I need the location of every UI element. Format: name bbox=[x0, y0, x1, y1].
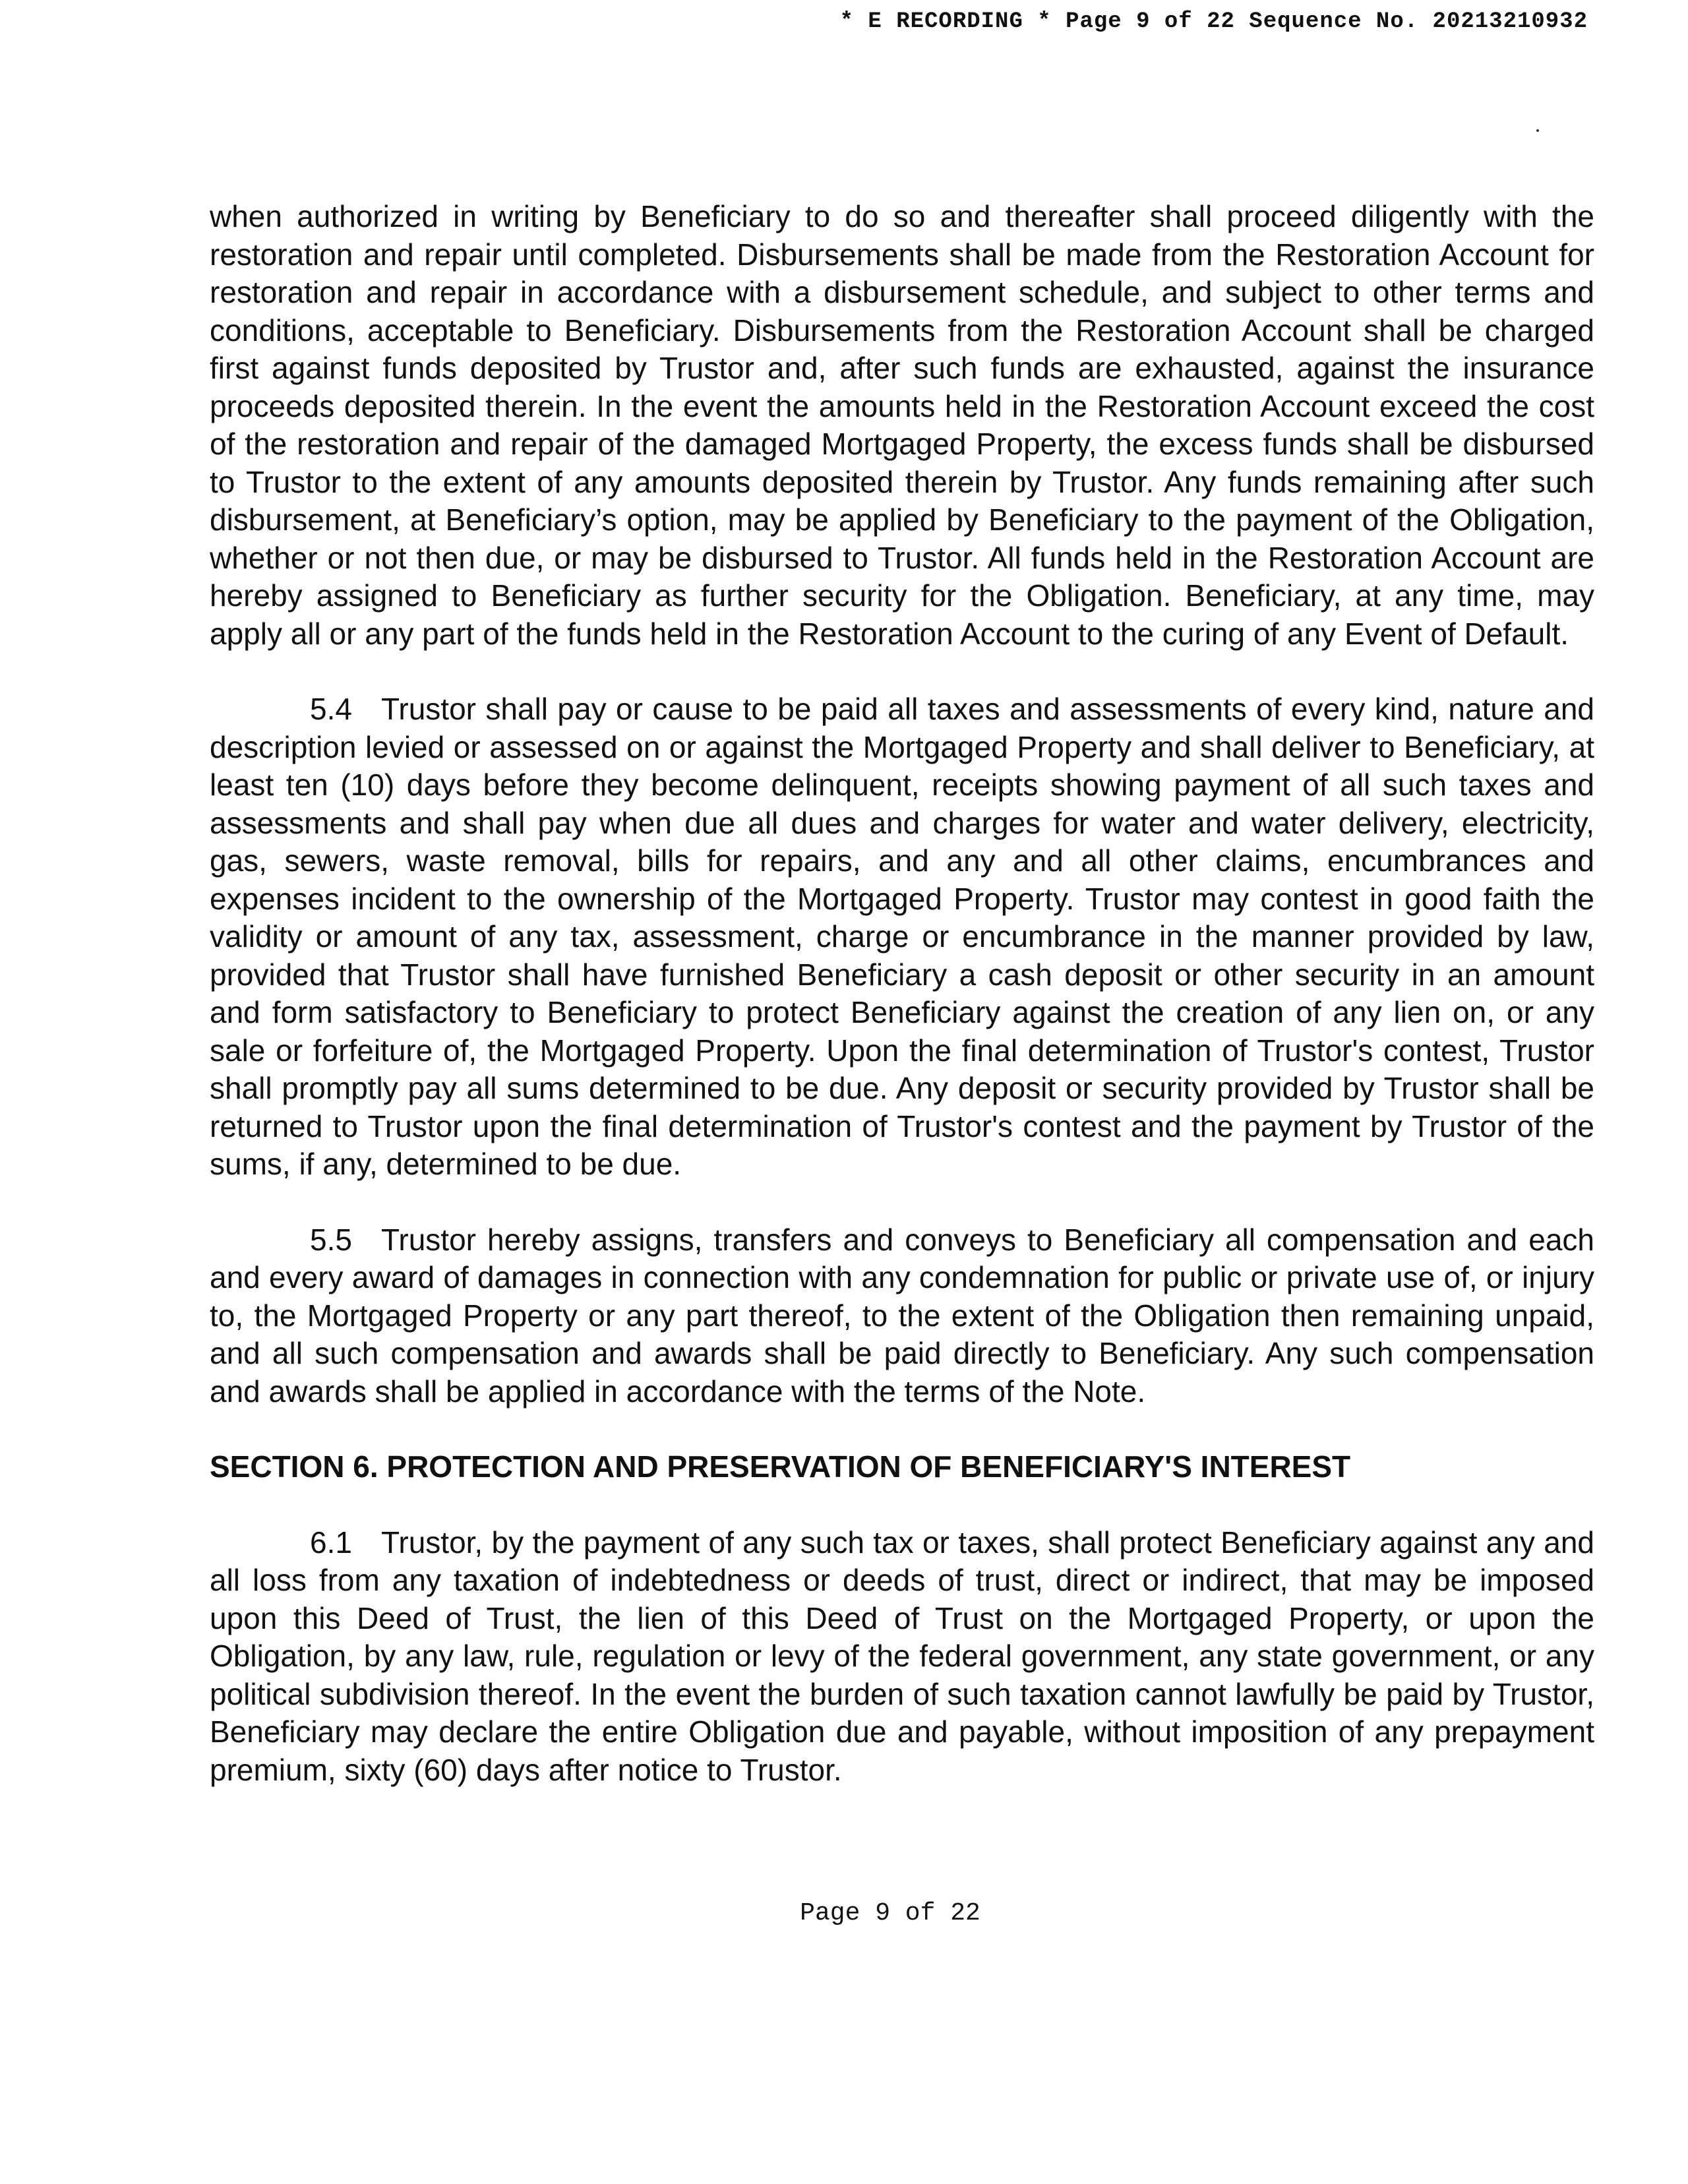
document-body bbox=[210, 198, 1594, 1827]
paragraph-text: Trustor shall pay or cause to be paid all taxes and assessments of every kind, nature and description levied or assessed on or against the Mortgaged Property and shall deliver to Beneficiary, at least ten (10) days before they become delinquent, receipts showing payment of all such taxes and assessments and shall pay when due all dues and charges for water and water delivery, electricity, gas, sewers, waste removal, bills for repairs, and any and all other claims, encumbrances and expenses incident to the ownership of the Mortgaged Property. Trustor may contest in good faith the validity or amount of any tax, assessment, charge or encumbrance in the manner provided by law, provided that Trustor shall have furnished Beneficiary a cash deposit or other security in an amount and form satisfactory to Beneficiary to protect Beneficiary against the creation of any lien on, or any sale or forfeiture of, the Mortgaged Property. Upon the final determination of Trustor's contest, Trustor shall promptly pay all sums determined to be due. Any deposit or security provided by Trustor shall be returned to Trustor upon the final determination of Trustor's contest and the payment by Trustor of the sums, if any, determined to be due. bbox=[210, 692, 1594, 1181]
paragraph-number: 6.1 bbox=[310, 1525, 352, 1560]
section-6-heading: SECTION 6. PROTECTION AND PRESERVATION OF BENEFICIARY'S INTEREST bbox=[210, 1449, 1351, 1484]
paragraph-5-4 bbox=[210, 690, 1594, 1184]
paragraph-number: 5.5 bbox=[310, 1222, 352, 1257]
paragraph-text: Trustor, by the payment of any such tax or taxes, shall protect Beneficiary against any and all loss from any taxation of indebtedness or deeds of trust, direct or indirect, that may be imposed upon this Deed of Trust, the lien of this Deed of Trust on the Mortgaged Property, or upon the Obligation, by any law, rule, regulation or levy of the federal government, any state government, or any political subdivision thereof. In the event the burden of such taxation cannot lawfully be paid by Trustor, Beneficiary may declare the entire Obligation due and payable, without imposition of any prepayment premium, sixty (60) days after notice to Trustor. bbox=[210, 1525, 1594, 1787]
page-number-footer: Page 9 of 22 bbox=[800, 1899, 980, 1927]
paragraph-text: Trustor hereby assigns, transfers and conveys to Beneficiary all compensation and each and every award of damages in connection with any condemnation for public or private use of, or injury to, the Mortgaged Property or any part thereof, to the extent of the Obligation then remaining unpaid, and all such compensation and awards shall be paid directly to Beneficiary. Any such compensation and awards shall be applied in accordance with the terms of the Note. bbox=[210, 1222, 1594, 1409]
recording-stamp: * E RECORDING * Page 9 of 22 Sequence No. 20213210932 bbox=[839, 9, 1588, 34]
scan-speck bbox=[1536, 129, 1539, 132]
paragraph-5-5 bbox=[210, 1221, 1594, 1411]
continuation-paragraph: when authorized in writing by Beneficiary to do so and thereafter shall proceed diligently with the restoration and repair until completed. Disbursements shall be made from the Restoration Account for restoration and repair in accordance with a disbursement schedule, and subject to other terms and conditions, acceptable to Beneficiary. Disbursements from the Restoration Account shall be charged first against funds deposited by Trustor and, after such funds are exhausted, against the insurance proceeds deposited therein. In the event the amounts held in the Restoration Account exceed the cost of the restoration and repair of the damaged Mortgaged Property, the excess funds shall be disbursed to Trustor to the extent of any amounts deposited therein by Trustor. Any funds remaining after such disbursement, at Beneficiary’s option, may be applied by Beneficiary to the payment of the Obligation, whether or not then due, or may be disbursed to Trustor. All funds held in the Restoration Account are hereby assigned to Beneficiary as further security for the Obligation. Beneficiary, at any time, may apply all or any part of the funds held in the Restoration Account to the curing of any Event of Default. bbox=[210, 199, 1594, 651]
paragraph-number: 5.4 bbox=[310, 692, 352, 726]
paragraph-6-1 bbox=[210, 1524, 1594, 1790]
